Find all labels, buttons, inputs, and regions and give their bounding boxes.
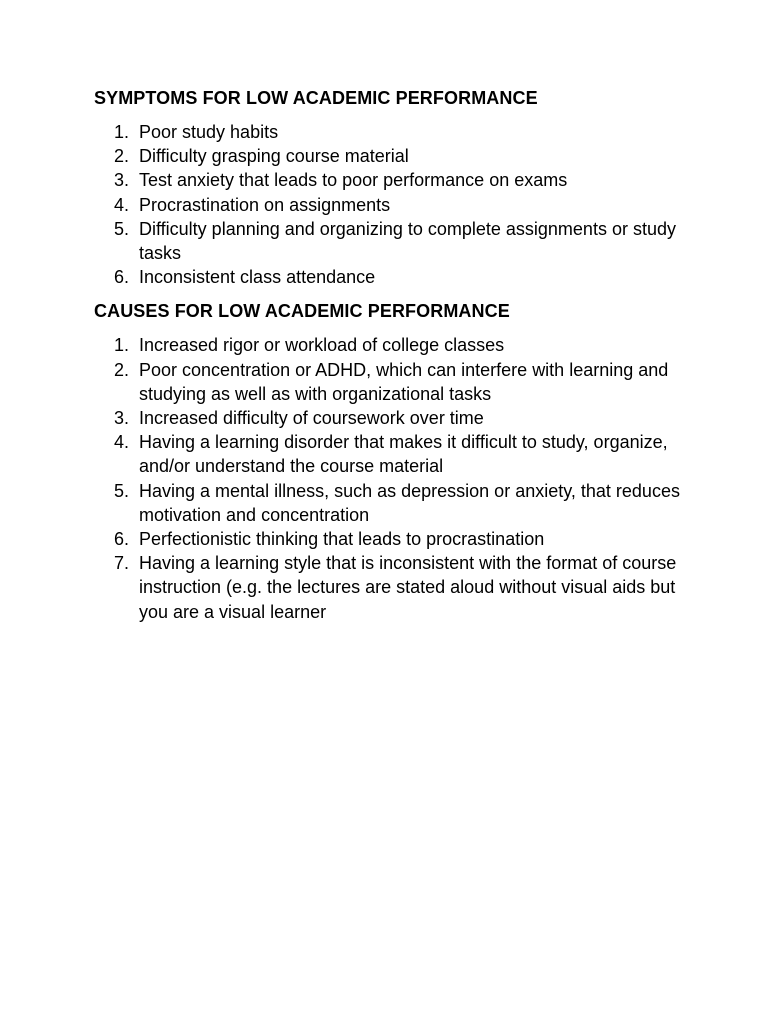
list-item: [94, 168, 694, 192]
list-item: [94, 144, 694, 168]
list-number: 3.: [114, 408, 130, 429]
causes-section: [94, 299, 694, 623]
list-number: 2.: [114, 146, 130, 167]
symptoms-list: [94, 120, 694, 289]
list-item: [94, 527, 694, 551]
document-content: [94, 86, 694, 624]
list-item: [94, 120, 694, 144]
symptoms-section: [94, 86, 694, 289]
list-text: Increased difficulty of coursework over time: [139, 408, 484, 429]
list-text: Test anxiety that leads to poor performance on exams: [139, 170, 568, 191]
list-item: [94, 217, 694, 265]
list-item: [94, 193, 694, 217]
list-number: 2.: [114, 359, 130, 380]
list-text: Having a learning disorder that makes it difficult to study, organize, and/or understand the course material: [139, 432, 668, 477]
list-number: 6.: [114, 529, 130, 550]
list-text: Having a learning style that is inconsistent with the format of course instruction (e.g. the lectures are stated aloud without visual aids but you are a visual learner: [139, 553, 677, 622]
list-number: 6.: [114, 267, 130, 288]
list-text: Poor study habits: [139, 122, 279, 142]
list-item: [94, 333, 694, 357]
list-number: 1.: [114, 122, 130, 142]
causes-list: [94, 333, 694, 623]
causes-heading: CAUSES FOR LOW ACADEMIC PERFORMANCE: [94, 301, 510, 322]
list-text: Having a mental illness, such as depression or anxiety, that reduces motivation and concentration: [139, 480, 680, 525]
list-text: Increased rigor or workload of college classes: [139, 335, 505, 356]
symptoms-heading: SYMPTOMS FOR LOW ACADEMIC PERFORMANCE: [94, 88, 538, 108]
list-number: 1.: [114, 335, 130, 356]
list-item: [94, 265, 694, 289]
list-text: Difficulty grasping course material: [139, 146, 409, 167]
list-item: [94, 430, 694, 478]
list-text: Perfectionistic thinking that leads to procrastination: [139, 529, 545, 550]
list-item: [94, 358, 694, 406]
list-number: 7.: [114, 553, 130, 574]
list-number: 4.: [114, 432, 130, 453]
list-item: [94, 406, 694, 430]
list-text: Procrastination on assignments: [139, 194, 391, 215]
list-number: 3.: [114, 170, 130, 191]
list-number: 5.: [114, 218, 130, 239]
list-text: Poor concentration or ADHD, which can interfere with learning and studying as well as with organizational tasks: [139, 359, 669, 404]
list-number: 5.: [114, 480, 130, 501]
list-item: [94, 551, 694, 624]
list-text: Difficulty planning and organizing to complete assignments or study tasks: [139, 218, 676, 264]
list-number: 4.: [114, 194, 130, 215]
list-text: Inconsistent class attendance: [139, 267, 376, 288]
list-item: [94, 479, 694, 527]
